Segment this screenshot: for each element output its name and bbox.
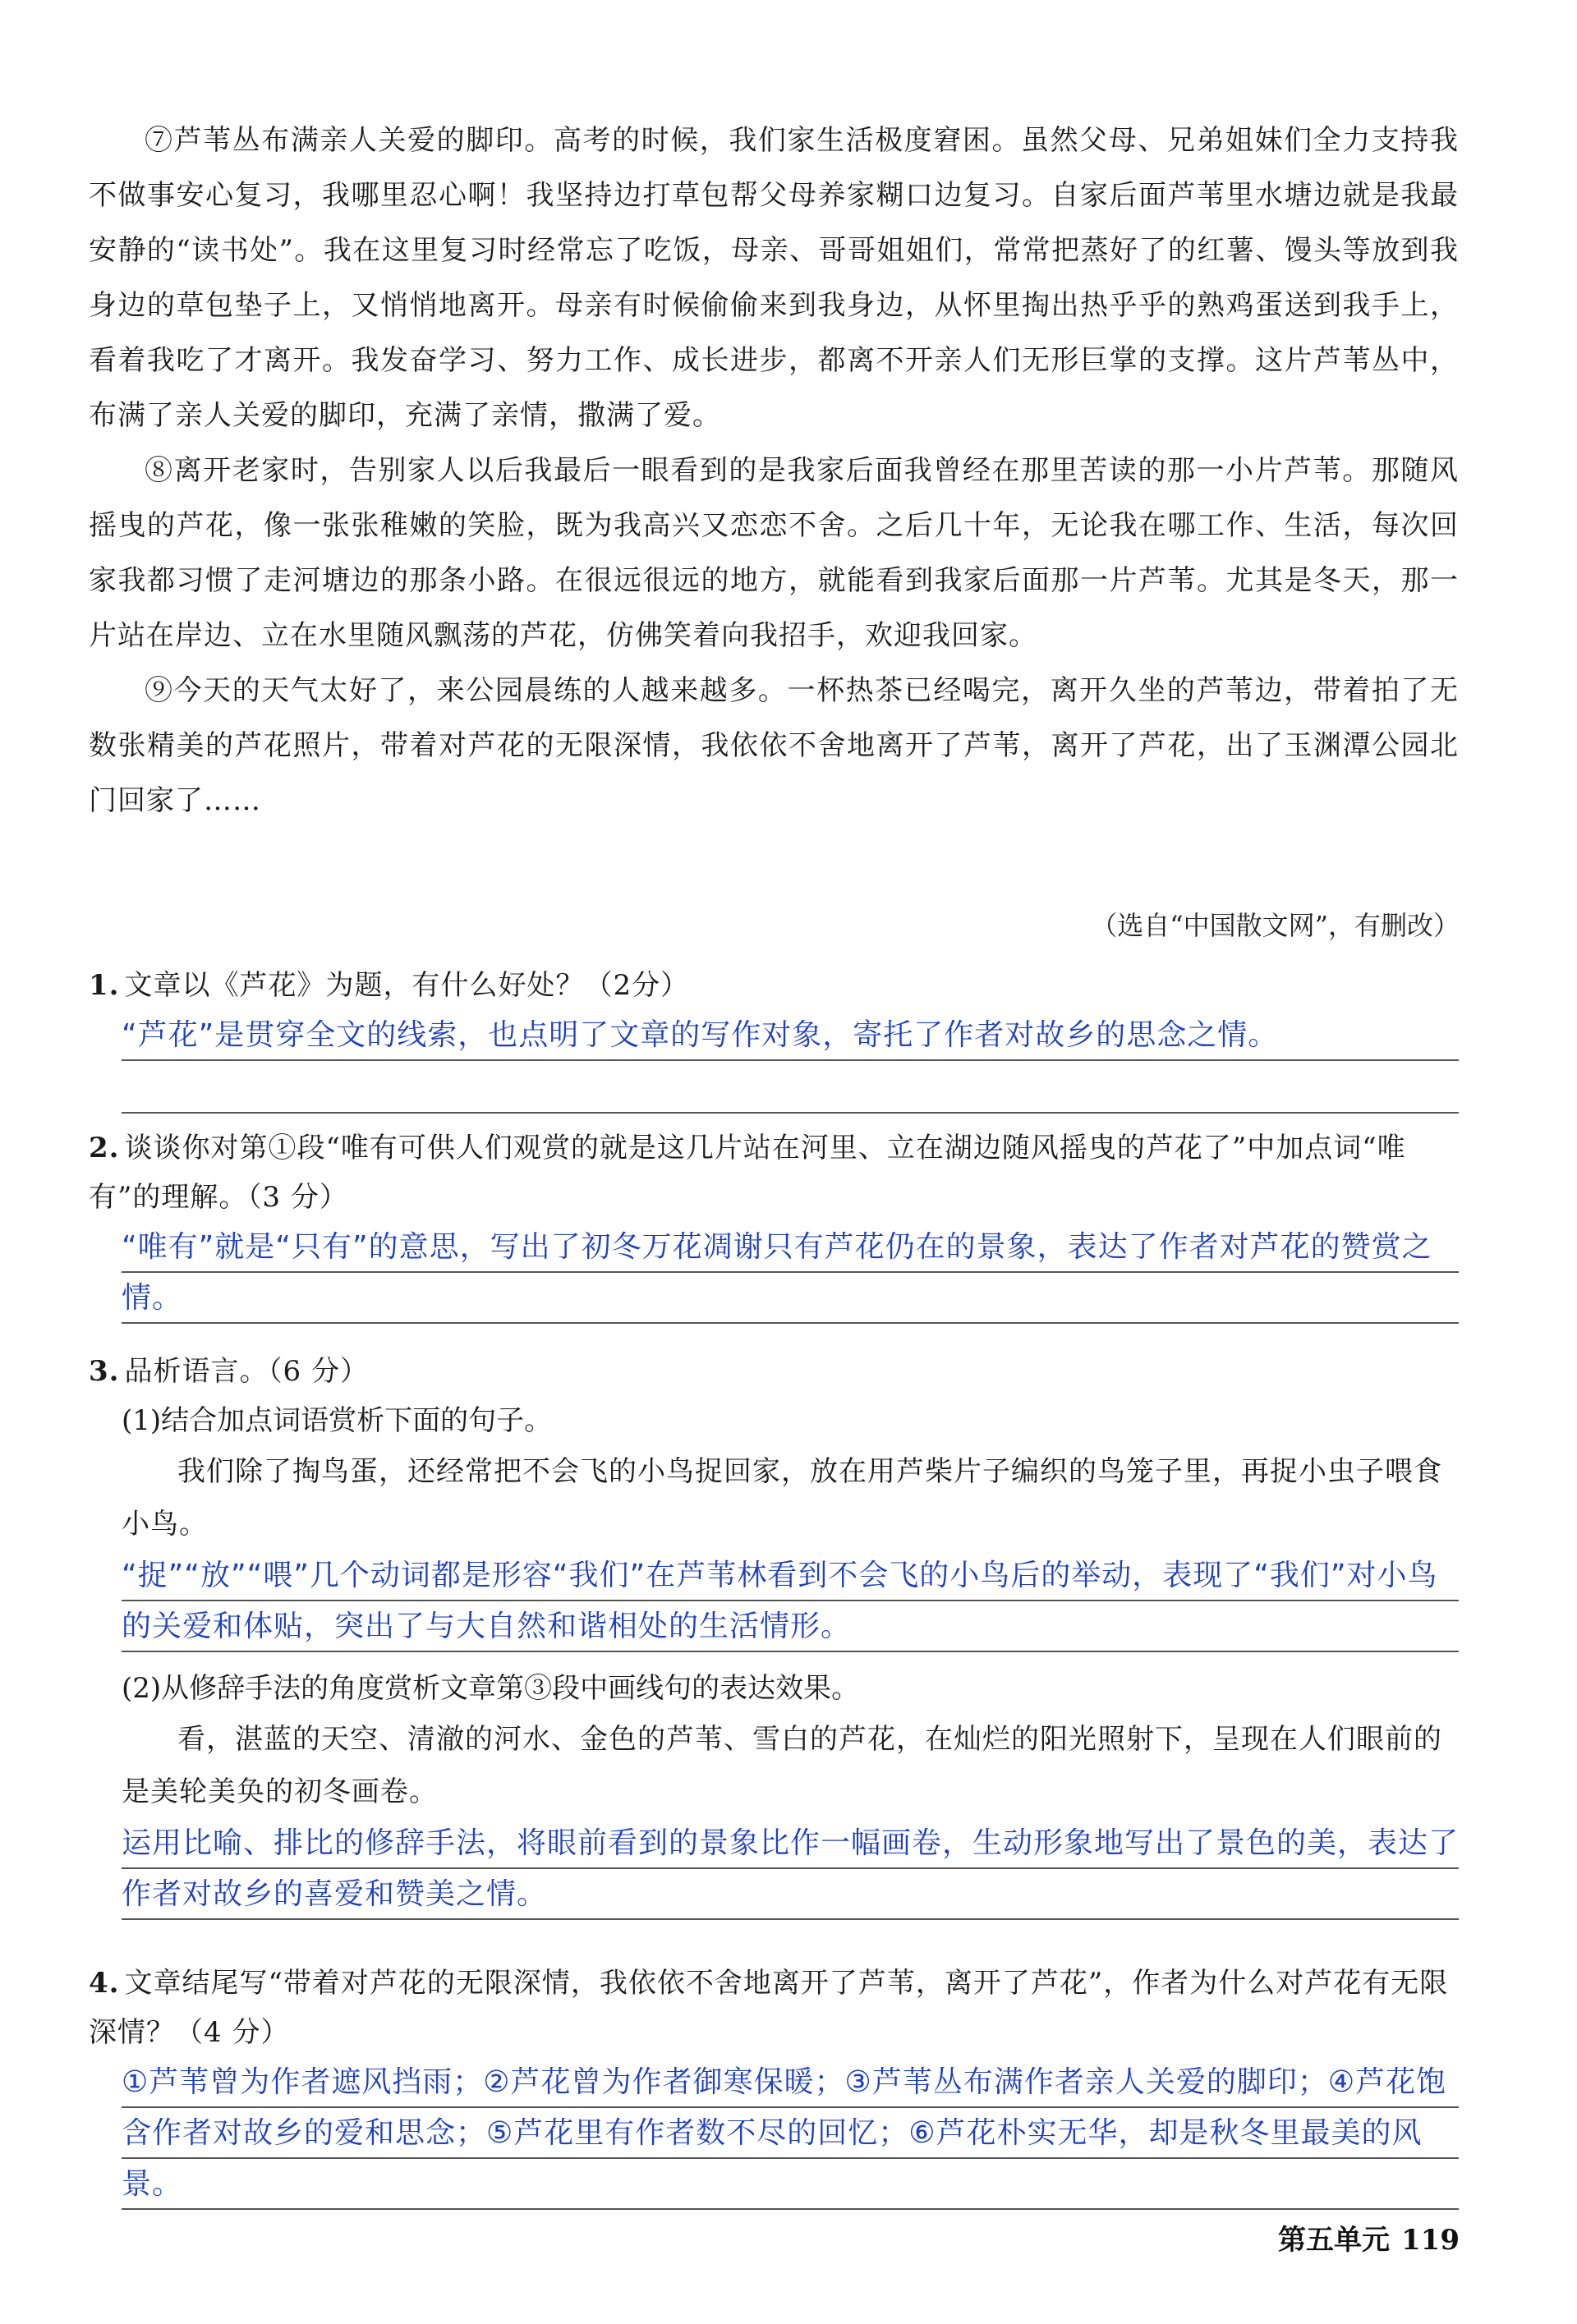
question-2 bbox=[89, 1123, 1469, 1324]
question-number: 2. bbox=[89, 1132, 120, 1164]
question-number: 3. bbox=[89, 1355, 120, 1388]
answer-4: ①芦苇曾为作者遮风挡雨；②芦花曾为作者御寒保暖；③芦苇丛布满作者亲人关爱的脚印；④芦花饱含作者对故乡的爱和思念；⑤芦花里有作者数不尽的回忆；⑥芦花朴实无华，却是秋冬里最美的风景。 bbox=[122, 2057, 1459, 2210]
quoted-sentence-2: 看，湛蓝的天空、清澈的河水、金色的芦苇、雪白的芦花，在灿烂的阳光照射下，呈现在人们眼前的是美轮美奂的初冬画卷。 bbox=[122, 1723, 1442, 1808]
question-number: 1. bbox=[89, 969, 120, 1002]
question-text: 文章结尾写“带着对芦花的无限深情，我依依不舍地离开了芦苇，离开了芦花”，作者为什么对芦花有无限深情？（4 分） bbox=[89, 1967, 1449, 2049]
quoted-sentence-1: 我们除了掏鸟蛋，还经常把不会飞的小鸟捉回家，放在用芦柴片子编织的鸟笼子里，再捉小虫子喂食小鸟。 bbox=[122, 1455, 1442, 1541]
reading-passage bbox=[89, 113, 1459, 829]
page-number: 119 bbox=[1401, 2224, 1460, 2257]
question-3 bbox=[89, 1347, 1469, 1920]
question-number: 4. bbox=[89, 1967, 120, 2000]
unit-label: 第五单元 bbox=[1278, 2224, 1391, 2257]
answer-2: “唯有”就是“只有”的意思，写出了初冬万花凋谢只有芦花仍在的景象，表达了作者对芦花的赞赏之情。 bbox=[122, 1222, 1459, 1324]
question-1 bbox=[89, 961, 1469, 1114]
passage-source: （选自“中国散文网”，有删改） bbox=[1091, 910, 1460, 941]
paragraph-9: ⑨今天的天气太好了，来公园晨练的人越来越多。一杯热茶已经喝完，离开久坐的芦苇边，带着拍了无数张精美的芦花照片，带着对芦花的无限深情，我依依不舍地离开了芦苇，离开了芦花，出了玉渊潭公园北门回家了…… bbox=[89, 674, 1459, 817]
paragraph-8: ⑧离开老家时，告别家人以后我最后一眼看到的是我家后面我曾经在那里苦读的那一小片芦苇。那随风摇曳的芦花，像一张张稚嫩的笑脸，既为我高兴又恋恋不舍。之后几十年，无论我在哪工作、生活，每次回家我都习惯了走河塘边的那条小路。在很远很远的地方，就能看到我家后面那一片芦苇。尤其是冬天，那一片站在岸边、立在水里随风飘荡的芦花，仿佛笑着向我招手，欢迎我回家。 bbox=[89, 454, 1459, 652]
paragraph-7: ⑦芦苇丛布满亲人关爱的脚印。高考的时候，我们家生活极度窘困。虽然父母、兄弟姐妹们全力支持我不做事安心复习，我哪里忍心啊！我坚持边打草包帮父母养家糊口边复习。自家后面芦苇里水塘边就是我最安静的“读书处”。我在这里复习时经常忘了吃饭，母亲、哥哥姐姐们，常常把蒸好了的红薯、馒头等放到我身边的草包垫子上，又悄悄地离开。母亲有时候偷偷来到我身边，从怀里掏出热乎乎的熟鸡蛋送到我手上，看着我吃了才离开。我发奋学习、努力工作、成长进步，都离不开亲人们无形巨掌的支撑。这片芦苇丛中，布满了亲人关爱的脚印，充满了亲情，撒满了爱。 bbox=[89, 124, 1459, 432]
answer-3-2: 运用比喻、排比的修辞手法，将眼前看到的景象比作一幅画卷，生动形象地写出了景色的美，表达了作者对故乡的喜爱和赞美之情。 bbox=[122, 1818, 1459, 1920]
question-text: 文章以《芦花》为题，有什么好处？（2分） bbox=[124, 969, 690, 1002]
question-text: 品析语言。（6 分） bbox=[124, 1355, 369, 1388]
answer-1: “芦花”是贯穿全文的线索，也点明了文章的写作对象，寄托了作者对故乡的思念之情。 bbox=[122, 1010, 1459, 1061]
answer-line bbox=[122, 1061, 1459, 1114]
subquestion-2: (2)从修辞手法的角度赏析文章第③段中画线句的表达效果。 bbox=[122, 1672, 860, 1705]
subquestion-1: (1)结合加点词语赏析下面的句子。 bbox=[122, 1404, 553, 1437]
question-4 bbox=[89, 1959, 1469, 2210]
page-footer bbox=[1278, 2217, 1460, 2257]
question-text: 谈谈你对第①段“唯有可供人们观赏的就是这几片站在河里、立在湖边随风摇曳的芦花了”中加点词“唯有”的理解。（3 分） bbox=[89, 1132, 1406, 1214]
answer-3-1: “捉”“放”“喂”几个动词都是形容“我们”在芦苇林看到不会飞的小鸟后的举动，表现了“我们”对小鸟的关爱和体贴，突出了与大自然和谐相处的生活情形。 bbox=[122, 1550, 1459, 1652]
